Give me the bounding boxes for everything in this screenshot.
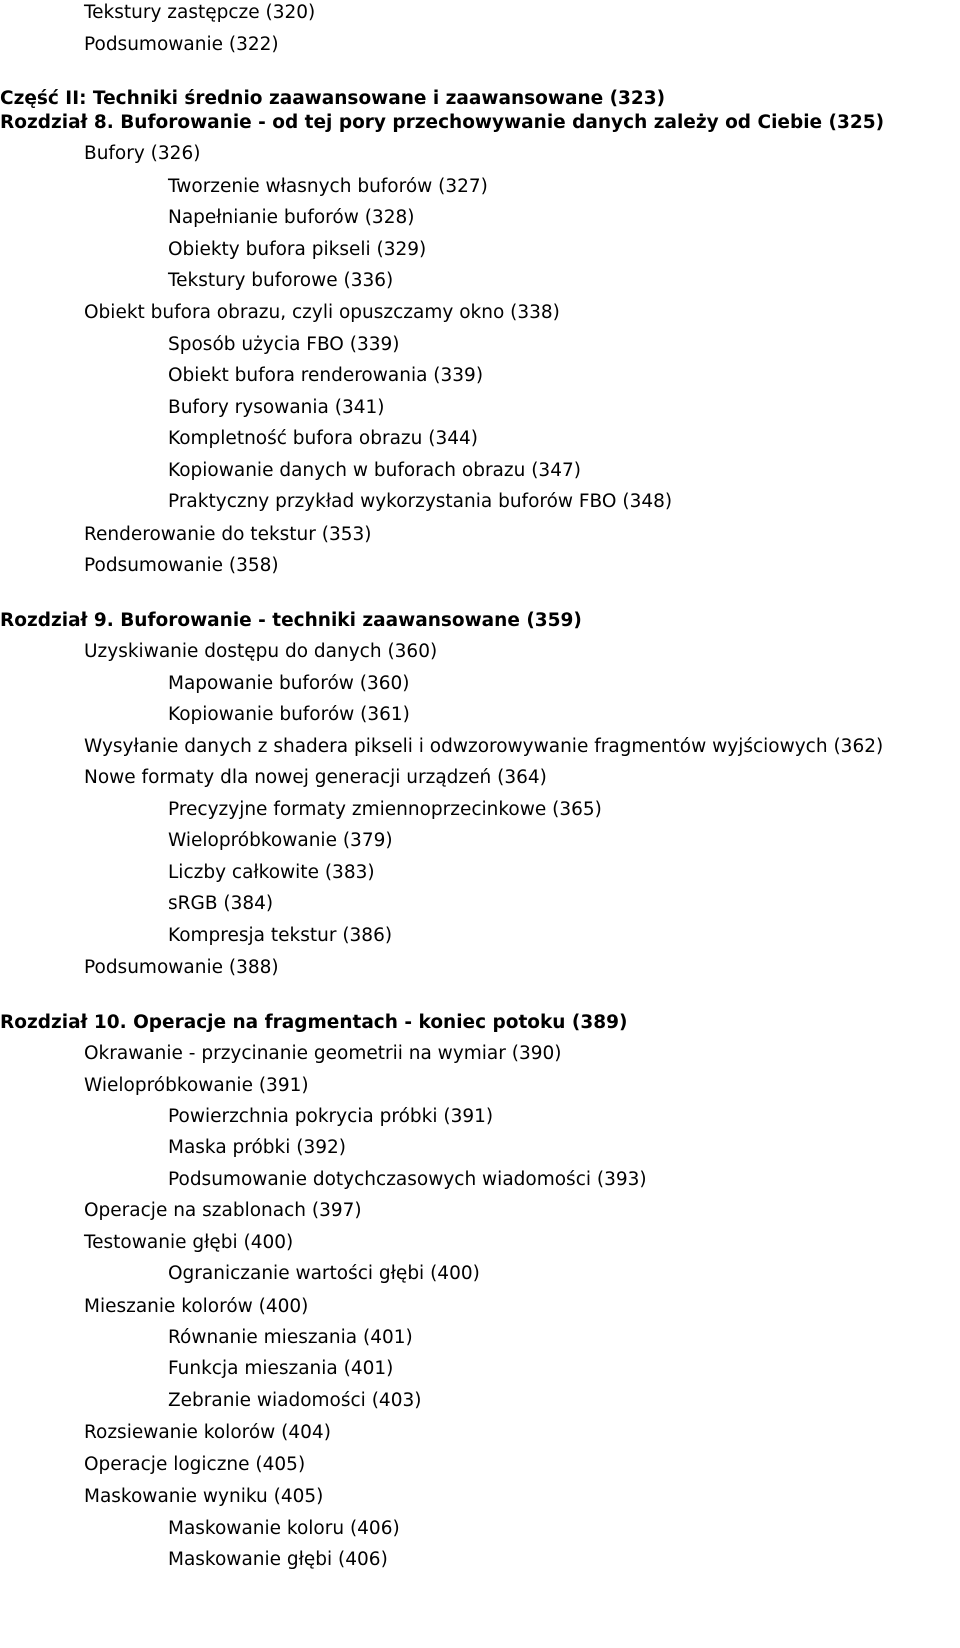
toc-section: Mieszanie kolorów (400) bbox=[84, 1296, 309, 1317]
chapter-heading: Rozdział 8. Buforowanie - od tej pory przechowywanie danych zależy od Ciebie (325) bbox=[0, 112, 885, 133]
toc-section: Testowanie głębi (400) bbox=[84, 1232, 294, 1253]
toc-subsection: Maskowanie koloru (406) bbox=[168, 1518, 400, 1539]
toc-subsection: Wielopróbkowanie (379) bbox=[168, 830, 393, 851]
toc-section: Uzyskiwanie dostępu do danych (360) bbox=[84, 641, 438, 662]
toc-section: Rozsiewanie kolorów (404) bbox=[84, 1422, 331, 1443]
toc-subsection: Bufory rysowania (341) bbox=[168, 397, 385, 418]
toc-section: Maskowanie wyniku (405) bbox=[84, 1486, 324, 1507]
toc-subsection: Mapowanie buforów (360) bbox=[168, 673, 410, 694]
toc-subsection: Maska próbki (392) bbox=[168, 1137, 347, 1158]
toc-subsection: Kompresja tekstur (386) bbox=[168, 925, 393, 946]
chapter-heading: Rozdział 10. Operacje na fragmentach - koniec potoku (389) bbox=[0, 1012, 628, 1033]
toc-subsection: Zebranie wiadomości (403) bbox=[168, 1390, 422, 1411]
toc-subsection: Kopiowanie danych w buforach obrazu (347) bbox=[168, 460, 581, 481]
toc-section: Bufory (326) bbox=[84, 143, 201, 164]
toc-subsection: Maskowanie głębi (406) bbox=[168, 1549, 388, 1570]
toc-subsection: Praktyczny przykład wykorzystania buforów FBO (348) bbox=[168, 491, 673, 512]
toc-subsection: Obiekt bufora renderowania (339) bbox=[168, 365, 484, 386]
toc-section: Renderowanie do tekstur (353) bbox=[84, 524, 372, 545]
toc-section: Operacje na szablonach (397) bbox=[84, 1200, 362, 1221]
toc-section: Podsumowanie (322) bbox=[84, 34, 279, 55]
toc-section: Podsumowanie (358) bbox=[84, 555, 279, 576]
chapter-heading: Część II: Techniki średnio zaawansowane i zaawansowane (323) bbox=[0, 88, 666, 109]
toc-subsection: Liczby całkowite (383) bbox=[168, 862, 375, 883]
toc-subsection: Powierzchnia pokrycia próbki (391) bbox=[168, 1106, 494, 1127]
toc-section: Wielopróbkowanie (391) bbox=[84, 1075, 309, 1096]
toc-subsection: Funkcja mieszania (401) bbox=[168, 1358, 394, 1379]
toc-subsection: Sposób użycia FBO (339) bbox=[168, 334, 400, 355]
toc-subsection: Podsumowanie dotychczasowych wiadomości (393) bbox=[168, 1169, 647, 1190]
toc-subsection: Tekstury buforowe (336) bbox=[168, 270, 394, 291]
toc-subsection: Ograniczanie wartości głębi (400) bbox=[168, 1263, 480, 1284]
toc-section: Wysyłanie danych z shadera pikseli i odwzorowywanie fragmentów wyjściowych (362) bbox=[84, 736, 884, 757]
toc-section: Okrawanie - przycinanie geometrii na wymiar (390) bbox=[84, 1043, 562, 1064]
toc-subsection: Równanie mieszania (401) bbox=[168, 1327, 413, 1348]
toc-section: Nowe formaty dla nowej generacji urządzeń (364) bbox=[84, 767, 547, 788]
toc-subsection: Obiekty bufora pikseli (329) bbox=[168, 239, 427, 260]
toc-section: Operacje logiczne (405) bbox=[84, 1454, 306, 1475]
toc-subsection: Kopiowanie buforów (361) bbox=[168, 704, 410, 725]
chapter-heading: Rozdział 9. Buforowanie - techniki zaawansowane (359) bbox=[0, 610, 582, 631]
toc-subsection: Napełnianie buforów (328) bbox=[168, 207, 415, 228]
toc-subsection: Precyzyjne formaty zmiennoprzecinkowe (365) bbox=[168, 799, 602, 820]
toc-section: Podsumowanie (388) bbox=[84, 957, 279, 978]
toc-subsection: Kompletność bufora obrazu (344) bbox=[168, 428, 478, 449]
toc-subsection: Tworzenie własnych buforów (327) bbox=[168, 176, 488, 197]
toc-section: Obiekt bufora obrazu, czyli opuszczamy okno (338) bbox=[84, 302, 560, 323]
toc-section: Tekstury zastępcze (320) bbox=[84, 2, 316, 23]
toc-subsection: sRGB (384) bbox=[168, 893, 274, 914]
